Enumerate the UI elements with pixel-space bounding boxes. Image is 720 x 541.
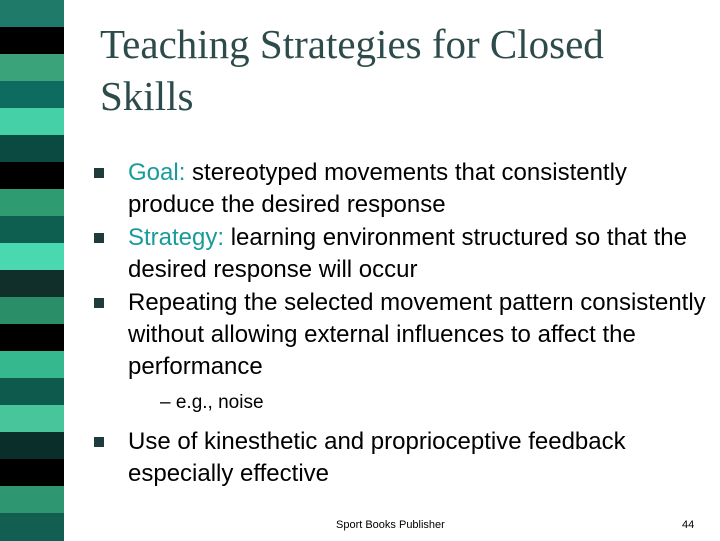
- footer-publisher: Sport Books Publisher: [336, 519, 445, 531]
- item-label: Strategy:: [128, 224, 225, 251]
- stripe-block: [0, 405, 64, 433]
- stripe-block: [0, 513, 64, 541]
- stripe-block: [0, 486, 64, 514]
- list-item-repeating: [92, 287, 707, 383]
- stripe-block: [0, 54, 64, 82]
- page-number: 44: [682, 519, 695, 531]
- bullet-list: [92, 157, 707, 491]
- stripe-block: [0, 27, 64, 55]
- stripe-block: [0, 270, 64, 298]
- item-label: Goal:: [128, 159, 186, 186]
- square-bullet-icon: [94, 168, 104, 178]
- stripe-block: [0, 0, 64, 28]
- stripe-block: [0, 108, 64, 136]
- square-bullet-icon: [94, 233, 104, 243]
- stripe-block: [0, 243, 64, 271]
- stripe-block: [0, 297, 64, 325]
- stripe-block: [0, 135, 64, 163]
- stripe-block: [0, 459, 64, 487]
- item-text: Use of kinesthetic and proprioceptive feedback especially effective: [128, 428, 626, 487]
- list-item-feedback: [92, 426, 707, 490]
- stripe-block: [0, 378, 64, 406]
- slide-title: Teaching Strategies for Closed Skills: [100, 21, 604, 119]
- stripe-block: [0, 189, 64, 217]
- stripe-block: [0, 324, 64, 352]
- item-text: stereotyped movements that consistently produce the desired response: [128, 159, 627, 218]
- square-bullet-icon: [94, 298, 104, 308]
- square-bullet-icon: [94, 437, 104, 447]
- decorative-stripe: [0, 0, 64, 540]
- stripe-block: [0, 162, 64, 190]
- stripe-block: [0, 432, 64, 460]
- sub-item-example: – e.g., noise: [160, 392, 264, 413]
- item-text: learning environment structured so that the desired response will occur: [128, 224, 687, 283]
- list-item-strategy: [92, 222, 707, 286]
- stripe-block: [0, 351, 64, 379]
- item-text: Repeating the selected movement pattern consistently without allowing external influences to affect the performance: [128, 289, 706, 380]
- list-item-goal: [92, 157, 707, 221]
- stripe-block: [0, 216, 64, 244]
- stripe-block: [0, 81, 64, 109]
